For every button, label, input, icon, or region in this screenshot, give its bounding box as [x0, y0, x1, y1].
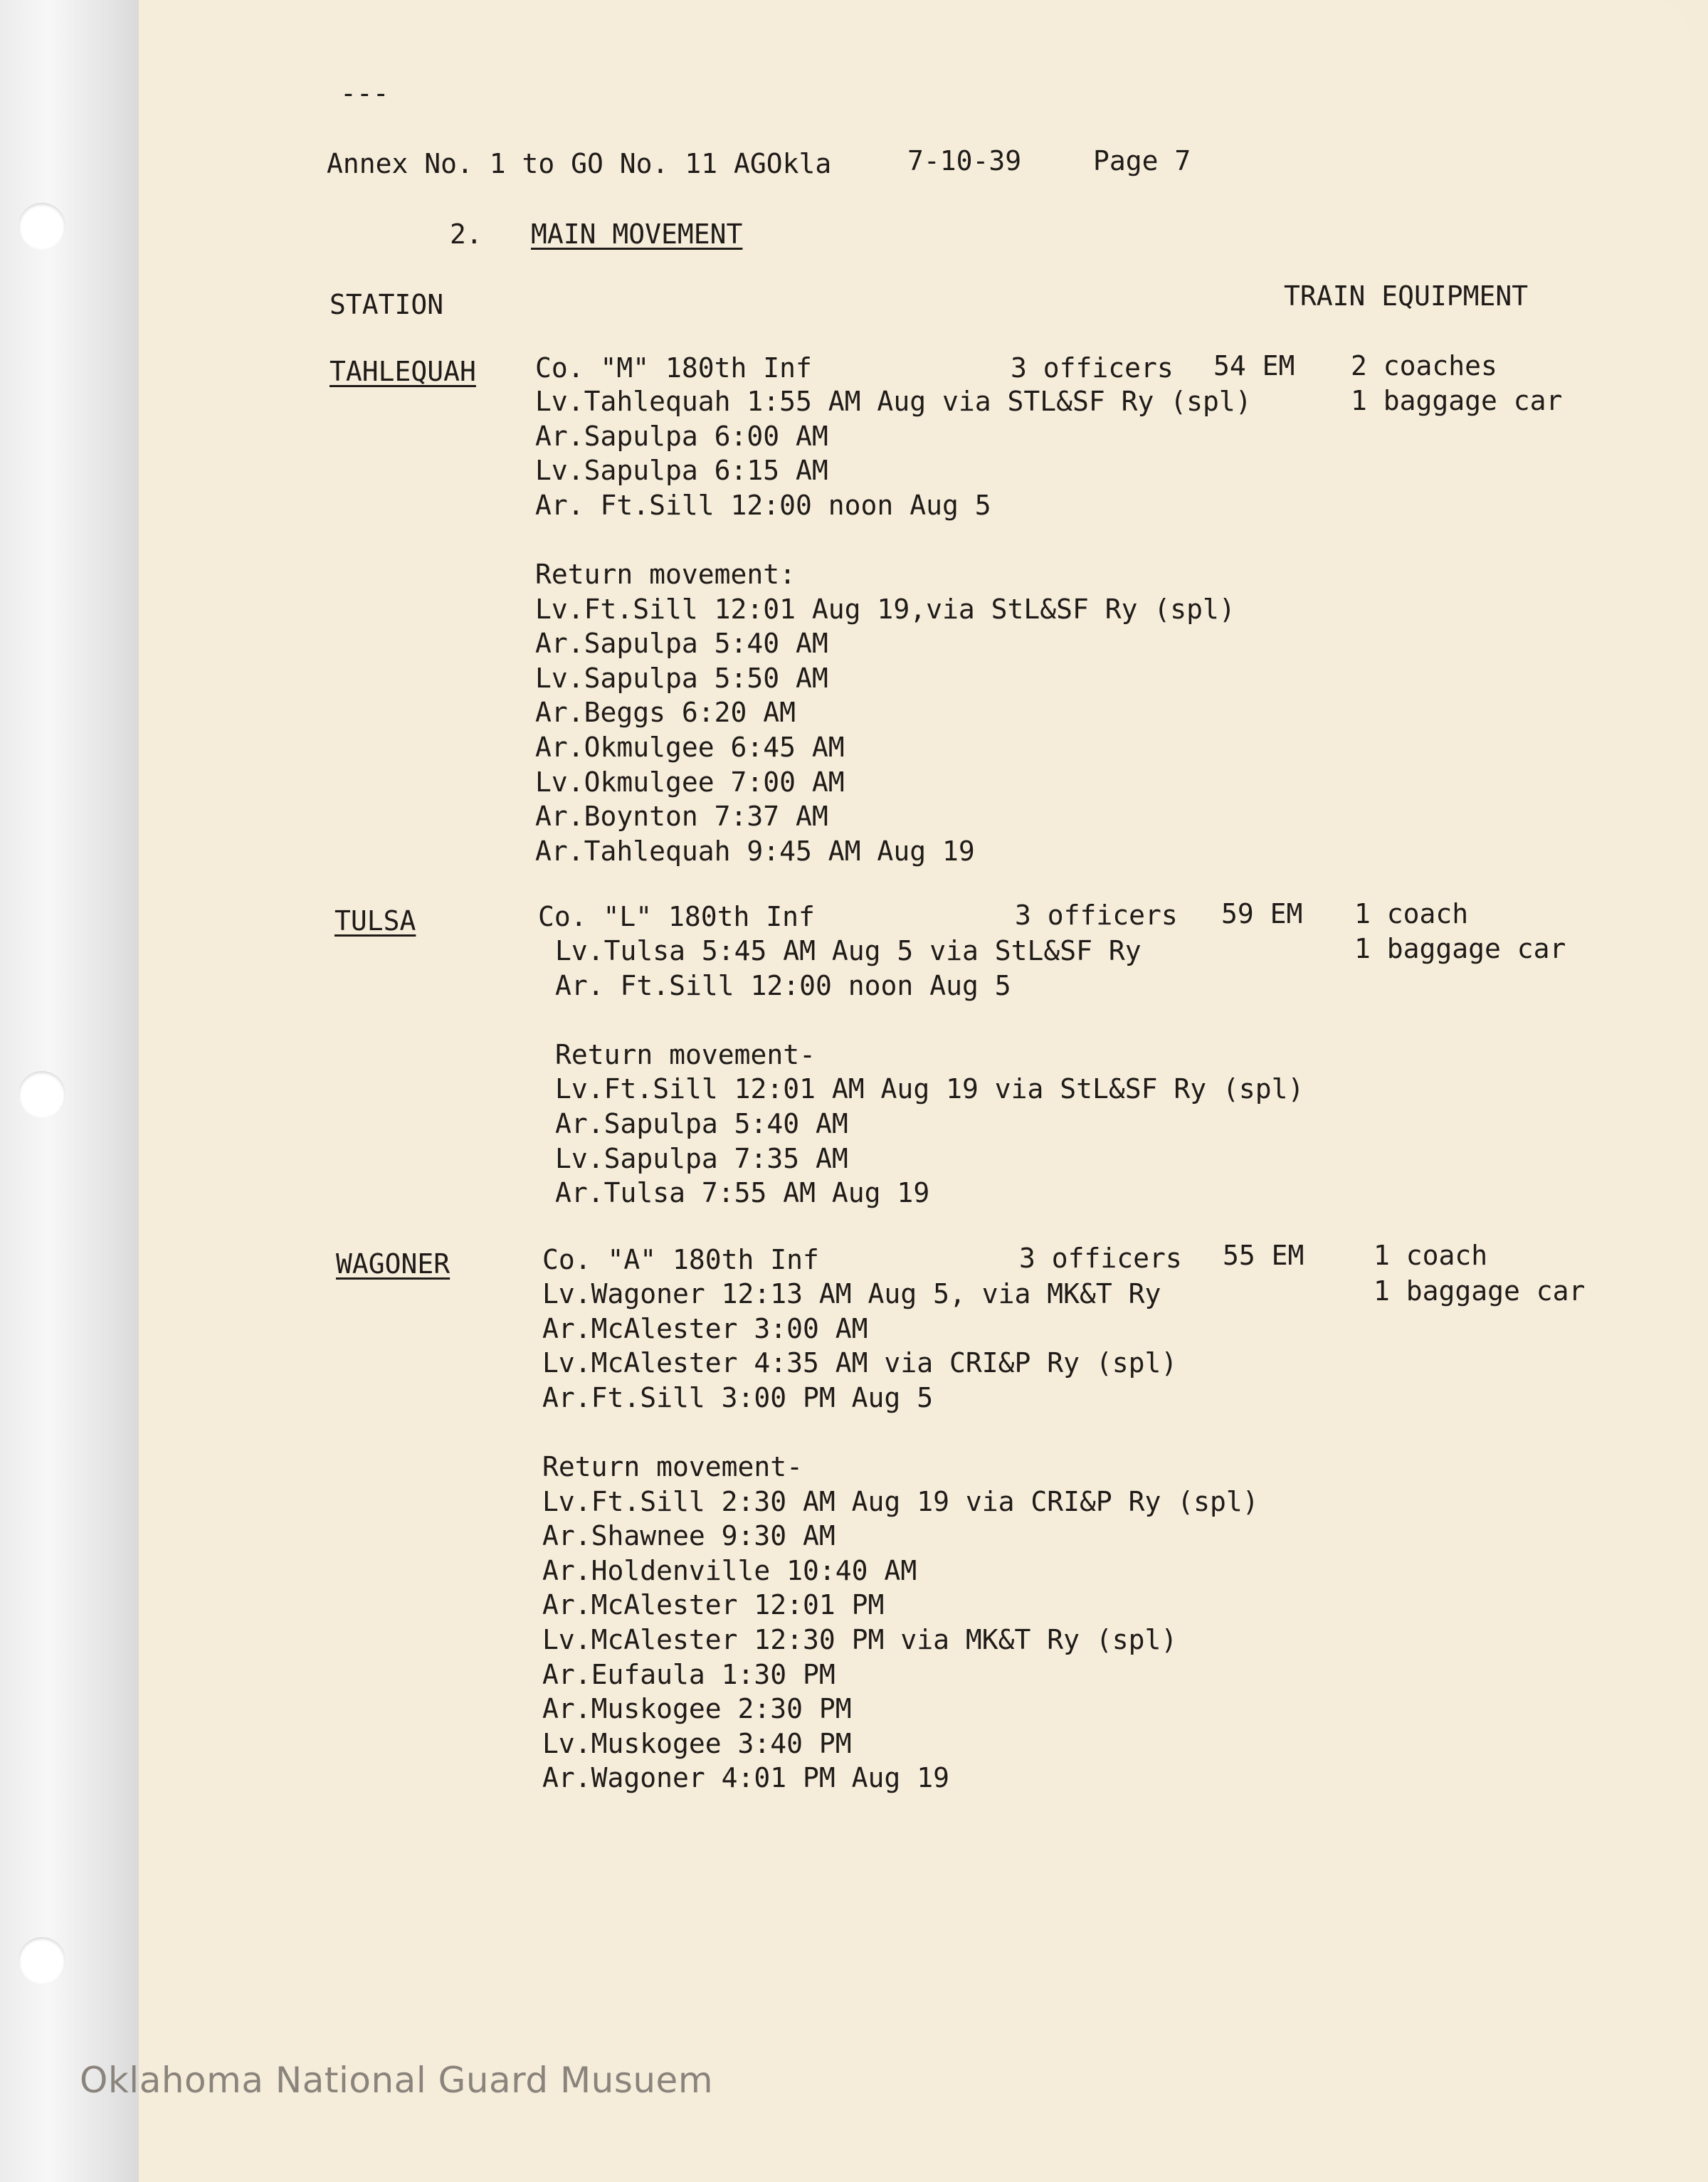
schedule-line: Ar.McAlester 12:01 PM [542, 1589, 885, 1621]
schedule-line: Lv.Wagoner 12:13 AM Aug 5, via MK&T Ry [542, 1278, 1161, 1309]
header-reference: Annex No. 1 to GO No. 11 AGOkla [327, 148, 832, 179]
binder-strip [0, 0, 140, 2182]
schedule-line: Lv.Sapulpa 5:50 AM [535, 662, 828, 694]
return-movement-label: Return movement- [555, 1038, 816, 1070]
station-name: WAGONER [336, 1248, 450, 1280]
em-count: 59 EM [1221, 898, 1303, 929]
schedule-line: Lv.Ft.Sill 12:01 AM Aug 19 via StL&SF Ry (spl) [555, 1073, 1304, 1105]
section-number: 2. [450, 218, 483, 250]
schedule-line: Ar.Beggs 6:20 AM [535, 697, 796, 729]
column-header-equipment: TRAIN EQUIPMENT [1284, 280, 1529, 312]
schedule-line: Ar.Sapulpa 5:40 AM [555, 1107, 848, 1139]
header-date: 7-10-39 [907, 145, 1022, 176]
em-count: 54 EM [1213, 350, 1295, 381]
schedule-line: Ar.Sapulpa 6:00 AM [535, 420, 828, 452]
schedule-line: Ar.Boynton 7:37 AM [535, 801, 828, 833]
equipment-item: 1 baggage car [1351, 385, 1563, 416]
em-count: 55 EM [1223, 1240, 1304, 1271]
unit-name: Co. "M" 180th Inf [535, 352, 812, 384]
schedule-line: Ar.Ft.Sill 3:00 PM Aug 5 [542, 1381, 934, 1413]
column-header-station: STATION [330, 289, 444, 320]
punch-hole [19, 1071, 65, 1118]
station-name: TAHLEQUAH [330, 356, 476, 387]
schedule-line: Ar.Tahlequah 9:45 AM Aug 19 [535, 835, 975, 867]
unit-name: Co. "A" 180th Inf [542, 1244, 819, 1275]
schedule-line: Lv.McAlester 12:30 PM via MK&T Ry (spl) [542, 1623, 1178, 1655]
punch-hole [19, 203, 65, 250]
officers-count: 3 officers [1019, 1243, 1182, 1274]
schedule-line: Lv.Tahlequah 1:55 AM Aug via STL&SF Ry (spl) [535, 386, 1252, 417]
schedule-line: Ar.Muskogee 2:30 PM [542, 1693, 852, 1725]
schedule-block [542, 1277, 1259, 1796]
museum-watermark: Oklahoma National Guard Musuem [80, 2060, 714, 2101]
schedule-line: Ar.Eufaula 1:30 PM [542, 1658, 835, 1690]
header-mark: --- [340, 78, 389, 109]
schedule-line: Lv.Ft.Sill 2:30 AM Aug 19 via CRI&P Ry (spl) [542, 1485, 1259, 1517]
schedule-line: Lv.Okmulgee 7:00 AM [535, 766, 845, 798]
equipment-item: 1 coach [1374, 1240, 1488, 1271]
equipment-item: 1 coach [1354, 898, 1469, 929]
section-title: MAIN MOVEMENT [531, 218, 743, 250]
unit-name: Co. "L" 180th Inf [538, 901, 815, 932]
punch-hole [19, 1937, 65, 1984]
schedule-line: Ar.Tulsa 7:55 AM Aug 19 [555, 1177, 930, 1209]
schedule-block [555, 934, 1304, 1211]
schedule-line: Ar.Holdenville 10:40 AM [542, 1554, 917, 1586]
schedule-line: Lv.Sapulpa 7:35 AM [555, 1142, 848, 1174]
station-name: TULSA [334, 905, 416, 937]
schedule-line: Ar.McAlester 3:00 AM [542, 1312, 868, 1344]
return-movement-label: Return movement: [535, 558, 796, 590]
schedule-block [535, 384, 1252, 868]
officers-count: 3 officers [1011, 352, 1174, 384]
return-movement-label: Return movement- [542, 1450, 803, 1482]
schedule-line: Ar.Sapulpa 5:40 AM [535, 628, 828, 660]
schedule-line: Ar. Ft.Sill 12:00 noon Aug 5 [555, 969, 1011, 1001]
equipment-item: 1 baggage car [1374, 1275, 1586, 1307]
equipment-item: 2 coaches [1351, 350, 1497, 381]
schedule-line: Lv.Tulsa 5:45 AM Aug 5 via StL&SF Ry [555, 935, 1142, 966]
equipment-item: 1 baggage car [1354, 933, 1566, 964]
schedule-line: Ar.Okmulgee 6:45 AM [535, 731, 845, 763]
officers-count: 3 officers [1015, 900, 1178, 931]
schedule-line: Ar. Ft.Sill 12:00 noon Aug 5 [535, 489, 991, 521]
schedule-line: Lv.Muskogee 3:40 PM [542, 1727, 852, 1759]
schedule-line: Lv.Ft.Sill 12:01 Aug 19,via StL&SF Ry (spl) [535, 593, 1235, 625]
schedule-line: Ar.Wagoner 4:01 PM Aug 19 [542, 1762, 949, 1794]
schedule-line: Lv.McAlester 4:35 AM via CRI&P Ry (spl) [542, 1347, 1178, 1379]
header-page: Page 7 [1093, 145, 1191, 176]
schedule-line: Ar.Shawnee 9:30 AM [542, 1520, 835, 1552]
schedule-line: Lv.Sapulpa 6:15 AM [535, 455, 828, 487]
